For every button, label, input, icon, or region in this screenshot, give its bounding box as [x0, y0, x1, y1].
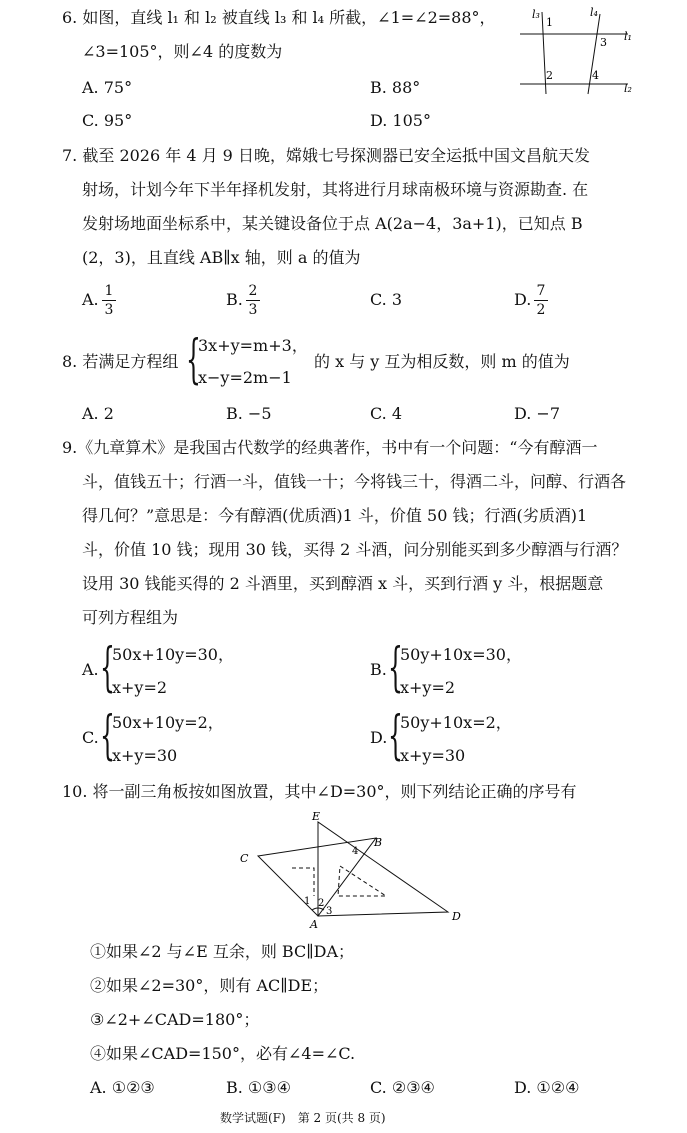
q9-stem-line3: 得几何？”意思是：今有醇酒(优质酒)1 斗，价值 50 钱；行酒(劣质酒)1 — [82, 506, 588, 525]
q9-option-c-brace: { — [100, 706, 115, 766]
angle-label-1: 1 — [304, 896, 311, 907]
q7-option-b-label: B. — [226, 290, 243, 309]
dashed-inner-right — [338, 866, 386, 896]
denominator: 3 — [248, 302, 258, 318]
label-l2: l₂ — [624, 82, 632, 95]
q8-prefix: 8. 若满足方程组 — [62, 352, 179, 371]
label-B: B — [374, 836, 383, 849]
q10-option-a: A. ①②③ — [90, 1078, 155, 1097]
label-l4: l₄ — [590, 6, 598, 19]
denominator: 3 — [104, 302, 114, 318]
q10-statement-2: ②如果∠2=30°，则有 AC∥DE； — [90, 976, 329, 995]
q8-option-a: A. 2 — [82, 404, 114, 423]
q6-option-a: A. 75° — [82, 78, 133, 97]
q10-option-d: D. ①②④ — [514, 1078, 580, 1097]
q9-option-d-eq2: x+y=30 — [400, 746, 466, 765]
q8-option-b: B. −5 — [226, 404, 272, 423]
q8-option-c: C. 4 — [370, 404, 403, 423]
angle-1: 1 — [546, 16, 553, 29]
q9-option-a-eq1: 50x+10y=30， — [112, 645, 234, 664]
angle-2: 2 — [546, 69, 553, 82]
q8-equation-1: 3x+y=m+3， — [198, 336, 308, 355]
q8-brace: { — [186, 330, 201, 390]
angle-label-2: 2 — [318, 898, 325, 909]
numerator: 1 — [104, 283, 114, 299]
q9-stem-line6: 可列方程组为 — [82, 608, 179, 627]
q10-option-c: C. ②③④ — [370, 1078, 435, 1097]
q9-option-b-eq2: x+y=2 — [400, 678, 456, 697]
angle-3: 3 — [600, 36, 607, 49]
q7-option-a-label: A. — [82, 290, 99, 309]
q8-suffix: 的 x 与 y 互为相反数，则 m 的值为 — [314, 352, 570, 371]
label-D: D — [452, 910, 461, 923]
q7-option-d-fraction — [534, 284, 548, 317]
label-A: A — [310, 918, 318, 931]
q7-stem-line3: 发射场地面坐标系中，某关键设备位于点 A(2a−4，3a+1)，已知点 B — [82, 214, 583, 233]
q6-stem-line1: 6. 如图，直线 l₁ 和 l₂ 被直线 l₃ 和 l₄ 所截，∠1=∠2=88°， — [62, 8, 496, 27]
dashed-inner-left — [292, 868, 314, 896]
q6-stem-line2: ∠3=105°，则∠4 的度数为 — [82, 42, 283, 61]
triangle-ead — [318, 822, 448, 916]
q9-stem-line2: 斗，值钱五十；行酒一斗，值钱一十；今将钱三十，得酒二斗，问醇、行酒各 — [82, 472, 627, 491]
angle-4: 4 — [592, 69, 599, 82]
q9-stem-line4: 斗，价值 10 钱；现用 30 钱，买得 2 斗酒，问分别能买到多少醇酒与行酒？ — [82, 540, 628, 559]
q7-option-b-fraction — [246, 284, 260, 317]
angle-label-4: 4 — [352, 846, 359, 857]
label-E: E — [312, 810, 321, 823]
label-l3: l₃ — [532, 8, 540, 21]
q9-stem-line5: 设用 30 钱能买得的 2 斗酒里，买到醇酒 x 斗，买到行酒 y 斗，根据题意 — [82, 574, 604, 593]
numerator: 7 — [536, 283, 546, 299]
q10-option-b: B. ①③④ — [226, 1078, 291, 1097]
q7-option-a-fraction — [102, 284, 116, 317]
q9-option-c-eq1: 50x+10y=2， — [112, 713, 224, 732]
q9-option-d-brace: { — [388, 706, 403, 766]
line-l4 — [588, 14, 600, 94]
q9-option-b-eq1: 50y+10x=30， — [400, 645, 522, 664]
q9-option-c-eq2: x+y=30 — [112, 746, 178, 765]
q10-stem: 10. 将一副三角板按如图放置，其中∠D=30°，则下列结论正确的序号有 — [62, 782, 577, 801]
page-footer: 数学试题(F) 第 2 页(共 8 页) — [220, 1111, 386, 1125]
q7-stem-line2: 射场，计划今年下半年择机发射，其将进行月球南极环境与资源勘查. 在 — [82, 180, 589, 199]
numerator: 2 — [248, 283, 258, 299]
q9-option-b-brace: { — [388, 638, 403, 698]
q9-option-d-label: D. — [370, 728, 388, 747]
label-C: C — [240, 852, 249, 865]
angle-label-3: 3 — [326, 906, 333, 917]
q6-option-c: C. 95° — [82, 111, 133, 130]
q10-statement-1: ①如果∠2 与∠E 互余，则 BC∥DA； — [90, 942, 355, 961]
q6-figure — [508, 4, 640, 96]
q7-option-d-label: D. — [514, 290, 532, 309]
q9-option-a-label: A. — [82, 660, 99, 679]
q8-equation-2: x−y=2m−1 — [198, 368, 292, 387]
q10-statement-3: ③∠2+∠CAD=180°； — [90, 1010, 260, 1029]
q6-option-d: D. 105° — [370, 111, 431, 130]
q9-option-c-label: C. — [82, 728, 99, 747]
q9-option-a-brace: { — [100, 638, 115, 698]
q9-option-a-eq2: x+y=2 — [112, 678, 168, 697]
q9-option-b-label: B. — [370, 660, 387, 679]
q10-statement-4: ④如果∠CAD=150°，必有∠4=∠C. — [90, 1044, 356, 1063]
denominator: 2 — [536, 302, 546, 318]
q9-option-d-eq1: 50y+10x=2， — [400, 713, 512, 732]
q6-option-b: B. 88° — [370, 78, 421, 97]
q9-stem-line1: 9.《九章算术》是我国古代数学的经典著作，书中有一个问题：“今有醇酒一 — [62, 438, 598, 457]
q7-option-c: C. 3 — [370, 290, 403, 309]
q7-stem-line1: 7. 截至 2026 年 4 月 9 日晚，嫦娥七号探测器已安全运抵中国文昌航天发 — [62, 146, 590, 165]
q7-stem-line4: (2，3)，且直线 AB∥x 轴，则 a 的值为 — [82, 248, 361, 267]
label-l1: l₁ — [624, 30, 632, 43]
q8-option-d: D. −7 — [514, 404, 561, 423]
q10-figure — [232, 808, 472, 932]
